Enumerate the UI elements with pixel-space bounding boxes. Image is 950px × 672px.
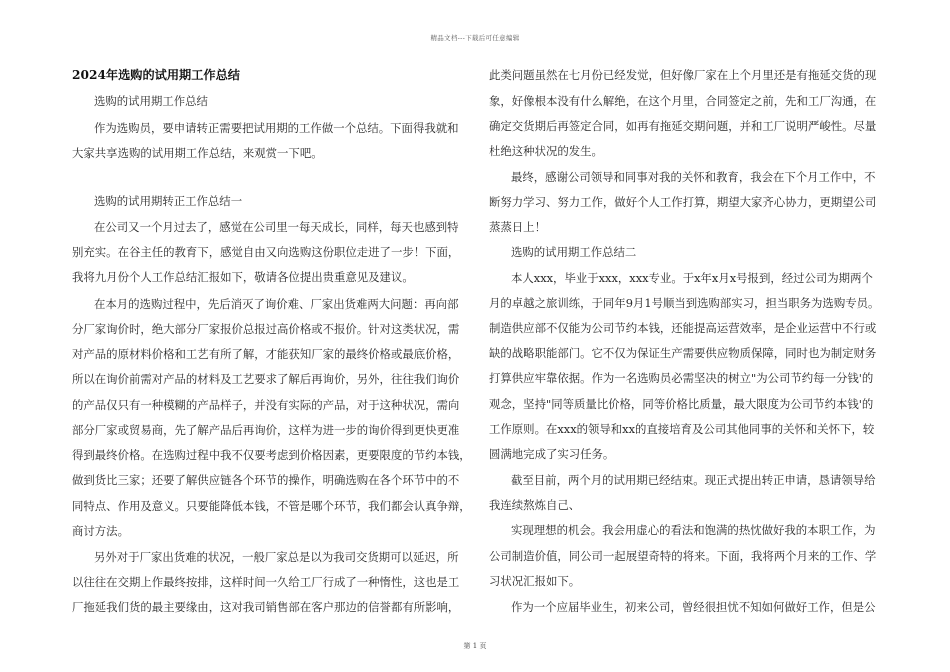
- paragraph-line: 得到最终价格。在选购过程中我不仅要考虑到价格因素，更要限度的节约本钱，: [72, 448, 471, 462]
- paragraph-line: 打算供应牢靠依据。作为一名选购员必需坚决的树立"为公司节约每一分钱'的: [489, 371, 874, 385]
- paragraph-line: 大家共享选购的试用期工作总结，来观赏一下吧。: [72, 146, 323, 160]
- paragraph-line: 工作原则。在xxx的领导和xx的直接培育及公司其他同事的关怀和关怀下，较: [489, 422, 875, 436]
- paragraph-line: 的产品仅只有一种模糊的产品样子，并没有实际的产品，对于这种状况，需向: [72, 398, 460, 412]
- paragraph-line: 作为选购员，要申请转正需要把试用期的工作做一个总结。下面得我就和: [94, 121, 459, 135]
- paragraph-line: 厂拖延我们货的最主要缘由，这对我司销售部在客户那边的信誉都有所影响，: [72, 600, 460, 614]
- paragraph-line: 此类问题虽然在七月份已经发觉，但好像厂家在上个月里还是有拖延交货的现: [489, 68, 877, 82]
- paragraph-line: 我将九月份个人工作总结汇报如下，敬请各位提出贵重意见及建议。: [72, 270, 414, 284]
- paragraph-line: 作为一个应届毕业生，初来公司，曾经很担忧不知如何做好工作，但是公: [511, 600, 876, 614]
- paragraph-line: 我连续熬炼自己、: [489, 498, 581, 512]
- paragraph-line: 商讨方法。: [72, 524, 129, 538]
- paragraph-line: 断努力学习、努力工作，做好个人工作打算，期望大家齐心协力，更期望公司: [489, 195, 877, 209]
- paragraph-line: 部分厂家或贸易商，先了解产品后再询价，这样为进一步的询价得到更快更准: [72, 423, 460, 437]
- page-header: 精品文档---下载后可任意编辑: [430, 34, 520, 42]
- paragraph-line: 公司制造价值，同公司一起展望奇特的将来。下面，我将两个月来的工作、学: [489, 549, 877, 563]
- paragraph-line: 所以在询价前需对产品的材料及工艺要求了解后再询价，另外，往往我们询价: [72, 372, 460, 386]
- section-heading: 选购的试用期工作总结二: [511, 245, 637, 259]
- paragraph-line: 制造供应部不仅能为公司节约本钱，还能提高运营效率，是企业运营中不行或: [489, 321, 877, 335]
- section-heading: 选购的试用期转正工作总结一: [94, 194, 243, 208]
- paragraph-line: 圆满地完成了实习任务。: [489, 447, 615, 461]
- paragraph-line: 在公司又一个月过去了，感觉在公司里一每天成长，同样，每天也感到特: [94, 220, 459, 234]
- page-number: 第 1 页: [463, 642, 487, 650]
- paragraph-line: 象，好像根本没有什么解绝，在这个月里，合同签定之前，先和工厂沟通，在: [489, 94, 877, 108]
- paragraph-line: 分厂家询价时，绝大部分厂家报价总报过高价格或不报价。针对这类状况，需: [72, 322, 460, 336]
- paragraph-line: 习状况汇报如下。: [489, 574, 581, 588]
- paragraph-line: 在本月的选购过程中，先后消灭了询价难、厂家出货难两大问题：再向部: [94, 297, 459, 311]
- paragraph-line: 同特点、作用及意义。只要能降低本钱，不管是哪个环节，我们都会认真争辩，: [72, 499, 471, 513]
- document-title: 2024年选购的试用期工作总结: [72, 68, 240, 82]
- paragraph-line: 观念，坚持"同等质量比价格，同等价格比质量，最大限度为公司节约本钱'的: [489, 397, 874, 411]
- paragraph-line: 做到货比三家；还要了解供应链各个环节的操作，明确选购在各个环节中的不: [72, 473, 460, 487]
- paragraph-line: 另外对于厂家出货难的状况，一般厂家总是以为我司交货期可以延迟，所: [94, 550, 459, 564]
- paragraph-line: 实现理想的机会。我会用虚心的看法和饱满的热忱做好我的本职工作，为: [511, 523, 876, 537]
- paragraph-line: 缺的战略职能部门。它不仅为保证生产需要供应物质保障，同时也为制定财务: [489, 346, 877, 360]
- paragraph-line: 杜绝这种状况的发生。: [489, 144, 603, 158]
- paragraph-line: 截至目前，两个月的试用期已经结束。现正式提出转正申请，恳请领导给: [511, 473, 876, 487]
- paragraph-line: 本人xxx，毕业于xxx，xxx专业。于x年x月x号报到，经过公司为期两个: [511, 271, 873, 285]
- paragraph-line: 月的卓越之旅训练，于同年9月1号顺当到选购部实习，担当职务为选购专员。: [489, 296, 880, 310]
- paragraph-line: 最终，感谢公司领导和同事对我的关怀和教育，我会在下个月工作中，不: [511, 170, 876, 184]
- paragraph-line: 蒸蒸日上！: [489, 220, 546, 234]
- paragraph-line: 对产品的原材料价格和工艺有所了解，才能获知厂家的最终价格或最底价格，: [72, 347, 460, 361]
- paragraph-line: 以往往在交期上作最终按排，这样时间一久给工厂行成了一种惰性，这也是工: [72, 575, 460, 589]
- paragraph-line: 确定交货期后再签定合同，如再有拖延交期问题，并和工厂说明严峻性。尽量: [489, 119, 877, 133]
- paragraph-line: 别充实。在谷主任的教育下，感觉自由又向选购这份职位走进了一步！下面，: [72, 245, 460, 259]
- subtitle: 选购的试用期工作总结: [94, 94, 208, 108]
